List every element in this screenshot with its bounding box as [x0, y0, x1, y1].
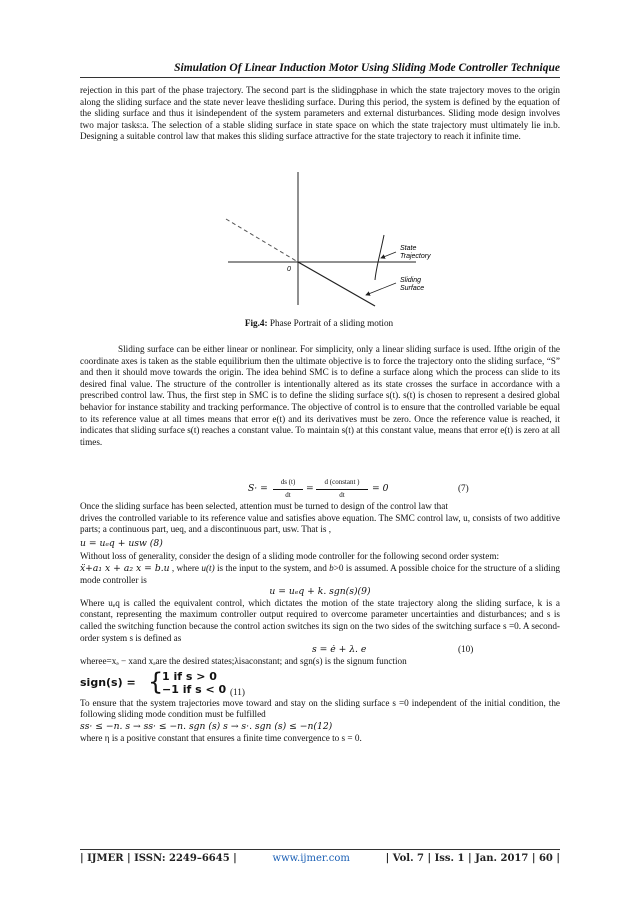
sliding-surface-label: Sliding Surface [400, 277, 425, 292]
caption-text: Phase Portrait of a sliding motion [267, 318, 394, 328]
equation-12: ss· ≤ −n. s → ss· ≤ −n. sgn (s) s → s·. sgn (s) ≤ −n(12) [80, 720, 333, 732]
eq7-number: (7) [458, 483, 469, 493]
paragraph-text: wheree=xₔ − xand xₔare the desired states;λisaconstant; and sgn(s) is the signum function [80, 656, 407, 667]
trajectory-arrow [381, 252, 396, 258]
footer-journal: | IJMER | ISSN: 2249–6645 | [80, 853, 237, 864]
paragraph-text: Once the sliding surface has been selected, attention must be turned to design of the control law that [80, 501, 448, 511]
sliding-line-solid [298, 262, 375, 306]
eq7-rhs: = 0 [372, 483, 389, 494]
paragraph-text: Without loss of generality, consider the design of a sliding mode controller for the following second order system: [80, 551, 500, 562]
equation-10: s = ė + λ. e (10) [312, 644, 474, 656]
equation-8: u = uₑq + usw (8) [80, 537, 163, 549]
paragraph-control-law [80, 501, 560, 744]
running-header: Simulation Of Linear Induction Motor Using Sliding Mode Controller Technique [174, 62, 560, 74]
origin-label: 0 [287, 266, 291, 273]
caption-label: Fig.4: [244, 318, 268, 328]
footer-issue: | Vol. 7 | Iss. 1 | Jan. 2017 | 60 | [385, 853, 560, 864]
eq7-lhs: S· = [248, 483, 268, 494]
equation-7: S· = ds (t) dt = d (constant ) dt = 0 (7) [80, 479, 560, 501]
paragraph-text: Where uₑq is called the equivalent control, which dictates the motion of the state trajectory along the sliding surface, k is a constant, representing the maximum controller output required to overcome parameter uncertainties and disturbances; and s is called the switching function because the control action switches its sign on the two sides of the switching surface s =0. A second-order system s is defined as [80, 597, 560, 643]
equation-9: u = uₑq + k. sgn(s)(9) [269, 586, 371, 598]
surface-arrow [366, 283, 396, 295]
paragraph-text: To ensure that the system trajectories move toward and stay on the sliding surface s =0 independent of the initial condition, the following sliding mode condition must be fulfilled [80, 697, 560, 720]
paragraph-sliding-surface [80, 344, 560, 448]
page-footer [80, 853, 560, 864]
sliding-line-dashed [226, 219, 298, 262]
paragraph-text: drives the controlled variable to its reference value and satisfies above equation. The SMC control law, u, consists of two additive parts; a continuous part, ueq, and a discontinuous part, usw. That is , [80, 512, 560, 535]
footer-rule [80, 849, 560, 850]
figure-caption [0, 318, 638, 328]
system-equation: ẍ+a₁ x + a₂ x = b.u [80, 562, 170, 574]
eq7-frac2: d (constant ) dt [316, 477, 368, 501]
paragraph-text: where η is a positive constant that ensures a finite time convergence to s = 0. [80, 732, 362, 743]
eq7-frac1: ds (t) dt [273, 477, 303, 501]
phase-portrait-figure [0, 0, 638, 310]
footer-website-link[interactable]: www.ijmer.com [272, 853, 350, 864]
paragraph-text: Sliding surface can be either linear or nonlinear. For simplicity, only a linear sliding surface is used. Ifthe origin of the coordinate axes is taken as the stable equilibrium then the ultimate objective is to force the trajectory onto the sliding surface, “S” and then it should move towards the origin. The idea behind SMC is to define a surface along which the process can slide to its desired final value. The structure of the controller is intentionally altered as its state crosses the surface in accordance with a prescribed control law. Thus, the first step in SMC is to define the sliding surface s(t). s(t) is chosen to represent a desired global behavior for instance stability and tracking performance. The objective of control is to ensure that the controlled variable be equal to its reference value at all times means that error e(t) and its derivatives must be zero. Once the reference value is reached, it indicates that sliding surface s(t) reaches a constant value. To maintain s(t) at this constant value, means that error e(t) is zero at all times. [80, 344, 560, 447]
paragraph-text: rejection in this part of the phase trajectory. The second part is the slidingphase in which the state trajectory moves to the origin along the sliding surface and the state never leave thesliding surface. During this period, the system is defined by the equation of the sliding surface and thus it isindependent of the system parameters and external disturbances. Sliding mode design involves two major tasks:a. The selection of a stable sliding surface in state space on which the state trajectory must ultimately lie in.b. Designing a suitable control law that makes this sliding surface attractive for the state trajectory to reach it infinite time. [80, 85, 560, 142]
state-trajectory-label: State Trajectory [400, 245, 431, 260]
equation-11: sign(s) = { 1 if s > 0 −1 if s < 0 (11) [80, 667, 245, 697]
system-sentence: ẍ+a₁ x + a₂ x = b.u , where u(t) is the input to the system, and b>0 is assumed. A possible choice for the structure of a sliding mode controller is [80, 562, 561, 585]
